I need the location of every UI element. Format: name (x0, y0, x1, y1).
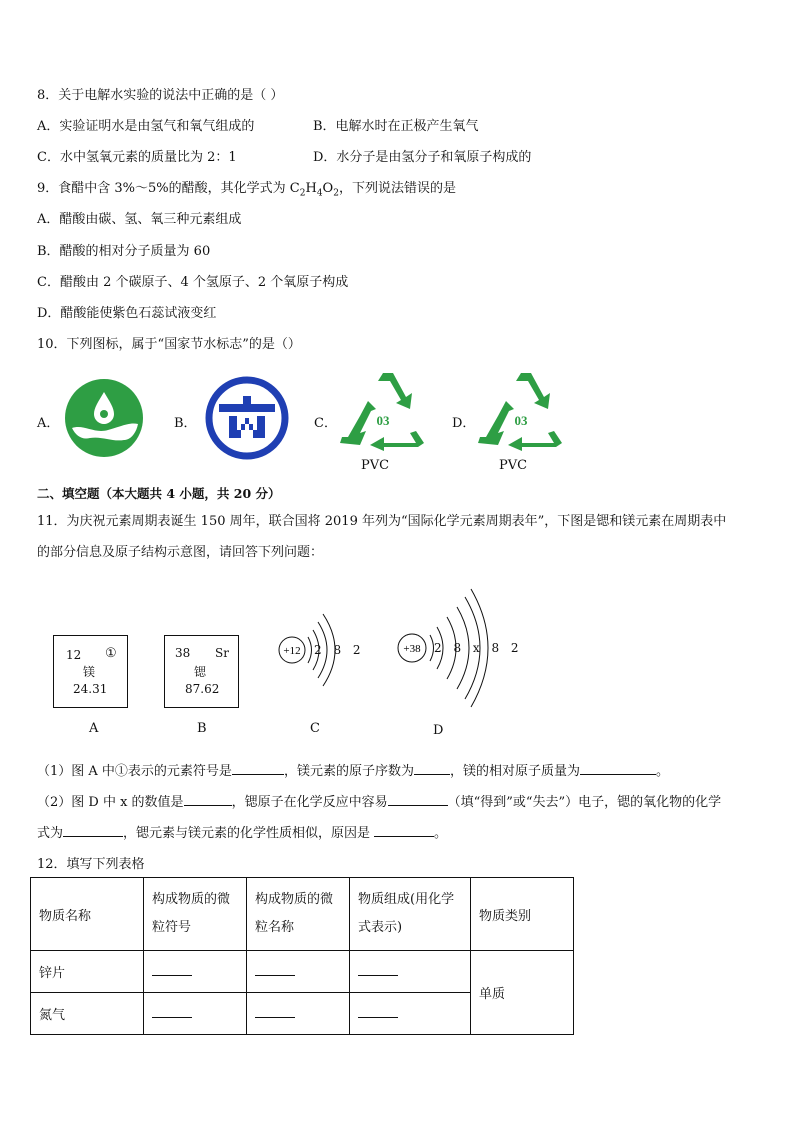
header-composition-2: 式表示) (358, 920, 403, 935)
diagram-d-label: D (433, 723, 444, 738)
card-a-label: A (89, 721, 99, 736)
blank-cell[interactable] (144, 993, 247, 1035)
q9-option-b: B．醋酸的相对分子质量为 60 (37, 244, 211, 259)
q8-option-a: A．实验证明水是由氢气和氧气组成的 (37, 119, 255, 134)
header-particle-symbol-2: 粒符号 (152, 920, 192, 935)
q9-stem (37, 177, 456, 199)
card-b-mass: 87.62 (185, 682, 220, 696)
card-a-name: 镁 (83, 665, 96, 679)
q12-stem: 12．填写下列表格 (37, 857, 145, 872)
q11-part2-end: 。 (434, 826, 448, 841)
q11-part2-text-d: 式为 (37, 826, 64, 841)
answer-blank[interactable] (388, 793, 448, 806)
header-particle-symbol-1: 构成物质的微 (152, 892, 231, 907)
answer-blank[interactable] (255, 963, 295, 976)
atom-d-electrons: 2 8 x 8 2 (434, 641, 523, 655)
q9-option-c: C．醋酸由 2 个碳原子、4 个氢原子、2 个氧原子构成 (37, 275, 349, 290)
recycle-d-label: PVC (499, 458, 528, 473)
header-substance-name: 物质名称 (31, 878, 144, 951)
q9-stem-pre: 9．食醋中含 3%～5%的醋酸，其化学式为 C (37, 181, 300, 196)
answer-blank[interactable] (63, 824, 123, 837)
card-b-name: 锶 (194, 665, 207, 679)
blank-cell[interactable] (350, 993, 471, 1035)
blank-cell[interactable] (350, 951, 471, 993)
section2-title: 二、填空题（本大题共 4 小题，共 20 分） (37, 486, 281, 501)
card-b-symbol: Sr (215, 646, 229, 660)
card-a-mass: 24.31 (73, 682, 108, 696)
q11-part2-text-e: ，锶元素与镁元素的化学性质相似，原因是 (123, 826, 371, 841)
row-name: 氮气 (31, 993, 144, 1035)
header-composition (350, 878, 471, 951)
blank-cell[interactable] (144, 951, 247, 993)
water-saving-logo-icon (64, 378, 144, 458)
blank-cell[interactable] (247, 951, 350, 993)
header-composition-1: 物质组成(用化学 (358, 892, 455, 907)
diagram-c-label: C (310, 721, 320, 736)
atom-c-nucleus: +12 (283, 645, 301, 657)
answer-blank[interactable] (414, 762, 450, 775)
q9-sub-1: 2 (299, 188, 306, 199)
q9-stem-post: ，下列说法错误的是 (338, 181, 456, 196)
q11-part-1 (37, 760, 669, 779)
blue-circle-logo-icon (205, 376, 289, 460)
card-b-number: 38 (175, 646, 191, 660)
row-name: 锌片 (31, 951, 144, 993)
answer-blank[interactable] (255, 1005, 295, 1018)
q10-option-d-label: D． (452, 416, 476, 431)
q9-sub-3: 2 (333, 188, 339, 199)
answer-blank[interactable] (580, 762, 656, 775)
recycle-c-code: 03 (376, 413, 390, 428)
q9-stem-h: H (305, 181, 317, 196)
q8-stem: 8．关于电解水实验的说法中正确的是（ ） (37, 88, 284, 103)
q9-option-a: A．醋酸由碳、氢、氧三种元素组成 (37, 212, 242, 227)
answer-blank[interactable] (232, 762, 284, 775)
element-card-strontium (164, 635, 239, 708)
card-a-symbol: ① (105, 646, 117, 661)
header-particle-name-1: 构成物质的微 (255, 892, 334, 907)
q9-sub-2: 4 (316, 188, 323, 199)
recycle-d-icon (476, 371, 566, 451)
blank-cell[interactable] (247, 993, 350, 1035)
recycle-c-icon (338, 371, 428, 451)
q9-option-d: D．醋酸能使紫色石蕊试液变红 (37, 306, 217, 321)
q11-part-2 (37, 791, 721, 810)
q8-option-c: C．水中氢氧元素的质量比为 2：1 (37, 150, 237, 165)
q10-option-c-label: C． (314, 416, 337, 431)
atom-c-electrons: 2 8 2 (314, 643, 365, 657)
q11-part1-end: 。 (655, 764, 669, 779)
category-cell: 单质 (471, 951, 574, 1035)
fill-in-table (30, 877, 574, 1035)
q11-part2-text-a: （2）图 D 中 x 的数值是 (37, 795, 184, 810)
header-category: 物质类别 (471, 878, 574, 951)
card-b-label: B (197, 721, 207, 736)
header-particle-symbol (144, 878, 247, 951)
answer-blank[interactable] (184, 793, 232, 806)
element-card-magnesium (53, 635, 128, 708)
q11-part1-text-c: ，镁的相对原子质量为 (449, 764, 580, 779)
q11-stem-2: 的部分信息及原子结构示意图，请回答下列问题： (37, 545, 324, 560)
q11-stem-1: 11．为庆祝元素周期表诞生 150 周年，联合国将 2019 年列为“国际化学元素周期表年”，下图是锶和镁元素在周期表中 (37, 514, 727, 529)
header-particle-name-2: 粒名称 (255, 920, 295, 935)
q10-option-a-label: A． (37, 416, 60, 431)
answer-blank[interactable] (152, 1005, 192, 1018)
header-particle-name (247, 878, 350, 951)
q9-stem-o: O (322, 181, 334, 196)
q11-part2-text-c: （填“得到”或“失去”）电子，锶的氧化物的化学 (447, 795, 722, 810)
q11-part1-text-b: ，镁元素的原子序数为 (283, 764, 414, 779)
table-header-row (31, 878, 574, 951)
answer-blank[interactable] (152, 963, 192, 976)
q10-option-b-label: B． (174, 416, 197, 431)
answer-blank[interactable] (358, 963, 398, 976)
answer-blank[interactable] (374, 824, 434, 837)
card-a-number: 12 (66, 648, 82, 662)
q11-part-2-cont (37, 822, 447, 841)
answer-blank[interactable] (358, 1005, 398, 1018)
q10-stem: 10．下列图标，属于“国家节水标志”的是（） (37, 337, 301, 352)
recycle-d-code: 03 (514, 413, 528, 428)
atom-d-nucleus: +38 (403, 643, 421, 655)
q11-part1-text-a: （1）图 A 中①表示的元素符号是 (37, 764, 232, 779)
q8-option-d: D．水分子是由氢分子和氧原子构成的 (313, 150, 532, 165)
recycle-c-label: PVC (361, 458, 390, 473)
q8-option-b: B．电解水时在正极产生氧气 (313, 119, 479, 134)
q11-part2-text-b: ，锶原子在化学反应中容易 (231, 795, 388, 810)
table-row (31, 951, 574, 993)
